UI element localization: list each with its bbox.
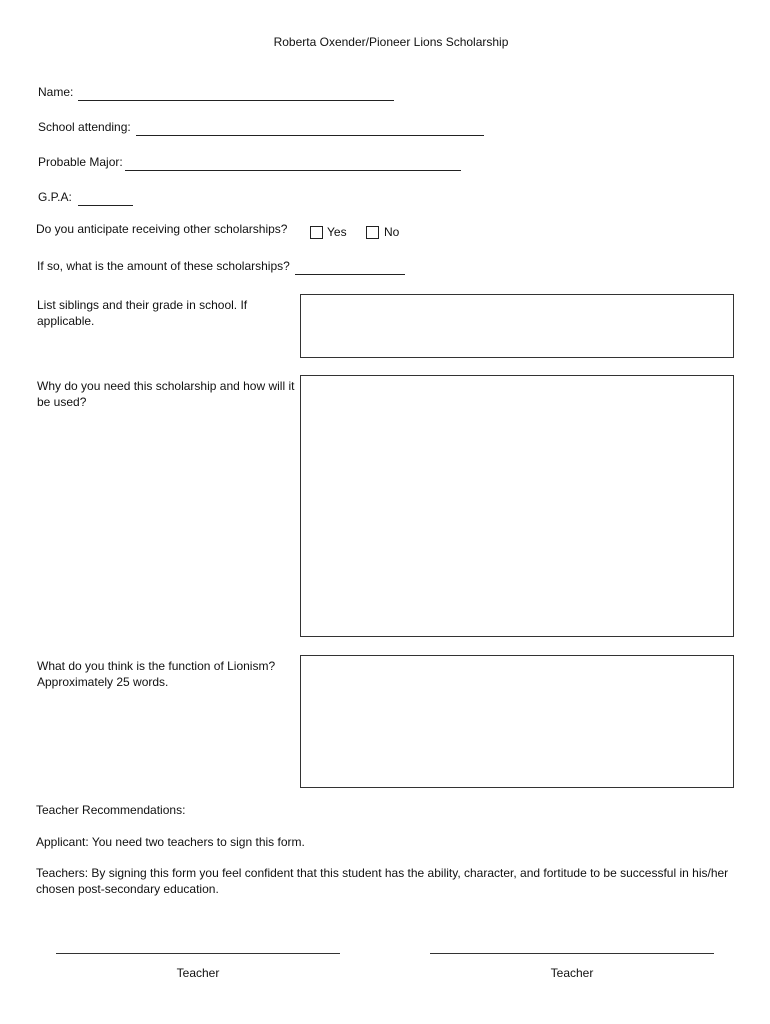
- lionism-question-text: What do you think is the function of Lionism?: [37, 659, 276, 673]
- teacher-signature-label-right: Teacher: [550, 966, 594, 980]
- school-field[interactable]: [136, 135, 484, 136]
- form-title: Roberta Oxender/Pioneer Lions Scholarship: [273, 35, 509, 49]
- teacher-signature-line-right[interactable]: [430, 953, 714, 954]
- need-answer-box[interactable]: [300, 375, 734, 637]
- teacher-rec-heading: Teacher Recommendations:: [36, 803, 186, 817]
- siblings-question: List siblings and their grade in school. If applicable.: [37, 298, 248, 328]
- teacher-signature-line-left[interactable]: [56, 953, 340, 954]
- applicant-note: Applicant: You need two teachers to sign this form.: [36, 835, 305, 849]
- name-label: Name:: [38, 85, 74, 99]
- no-checkbox[interactable]: [366, 226, 379, 239]
- lionism-hint: Approximately 25 words.: [37, 675, 169, 689]
- no-label: No: [384, 225, 400, 239]
- name-field[interactable]: [78, 100, 394, 101]
- major-field[interactable]: [125, 170, 461, 171]
- teacher-note: Teachers: By signing this form you feel confident that this student has the ability, character, and fortitude to be successful in his/her chosen post-secondary education.: [36, 866, 729, 896]
- yes-checkbox[interactable]: [310, 226, 323, 239]
- lionism-answer-box[interactable]: [300, 655, 734, 788]
- gpa-label: G.P.A:: [38, 190, 72, 204]
- yes-label: Yes: [327, 225, 347, 239]
- amount-question: If so, what is the amount of these scholarships?: [37, 259, 290, 273]
- need-question: Why do you need this scholarship and how will it be used?: [37, 379, 295, 409]
- major-label: Probable Major:: [38, 155, 123, 169]
- other-scholarships-question: Do you anticipate receiving other scholarships?: [36, 222, 288, 236]
- siblings-answer-box[interactable]: [300, 294, 734, 358]
- gpa-field[interactable]: [78, 205, 133, 206]
- lionism-question: [37, 658, 299, 690]
- school-label: School attending:: [38, 120, 131, 134]
- amount-field[interactable]: [295, 274, 405, 275]
- teacher-signature-label-left: Teacher: [176, 966, 220, 980]
